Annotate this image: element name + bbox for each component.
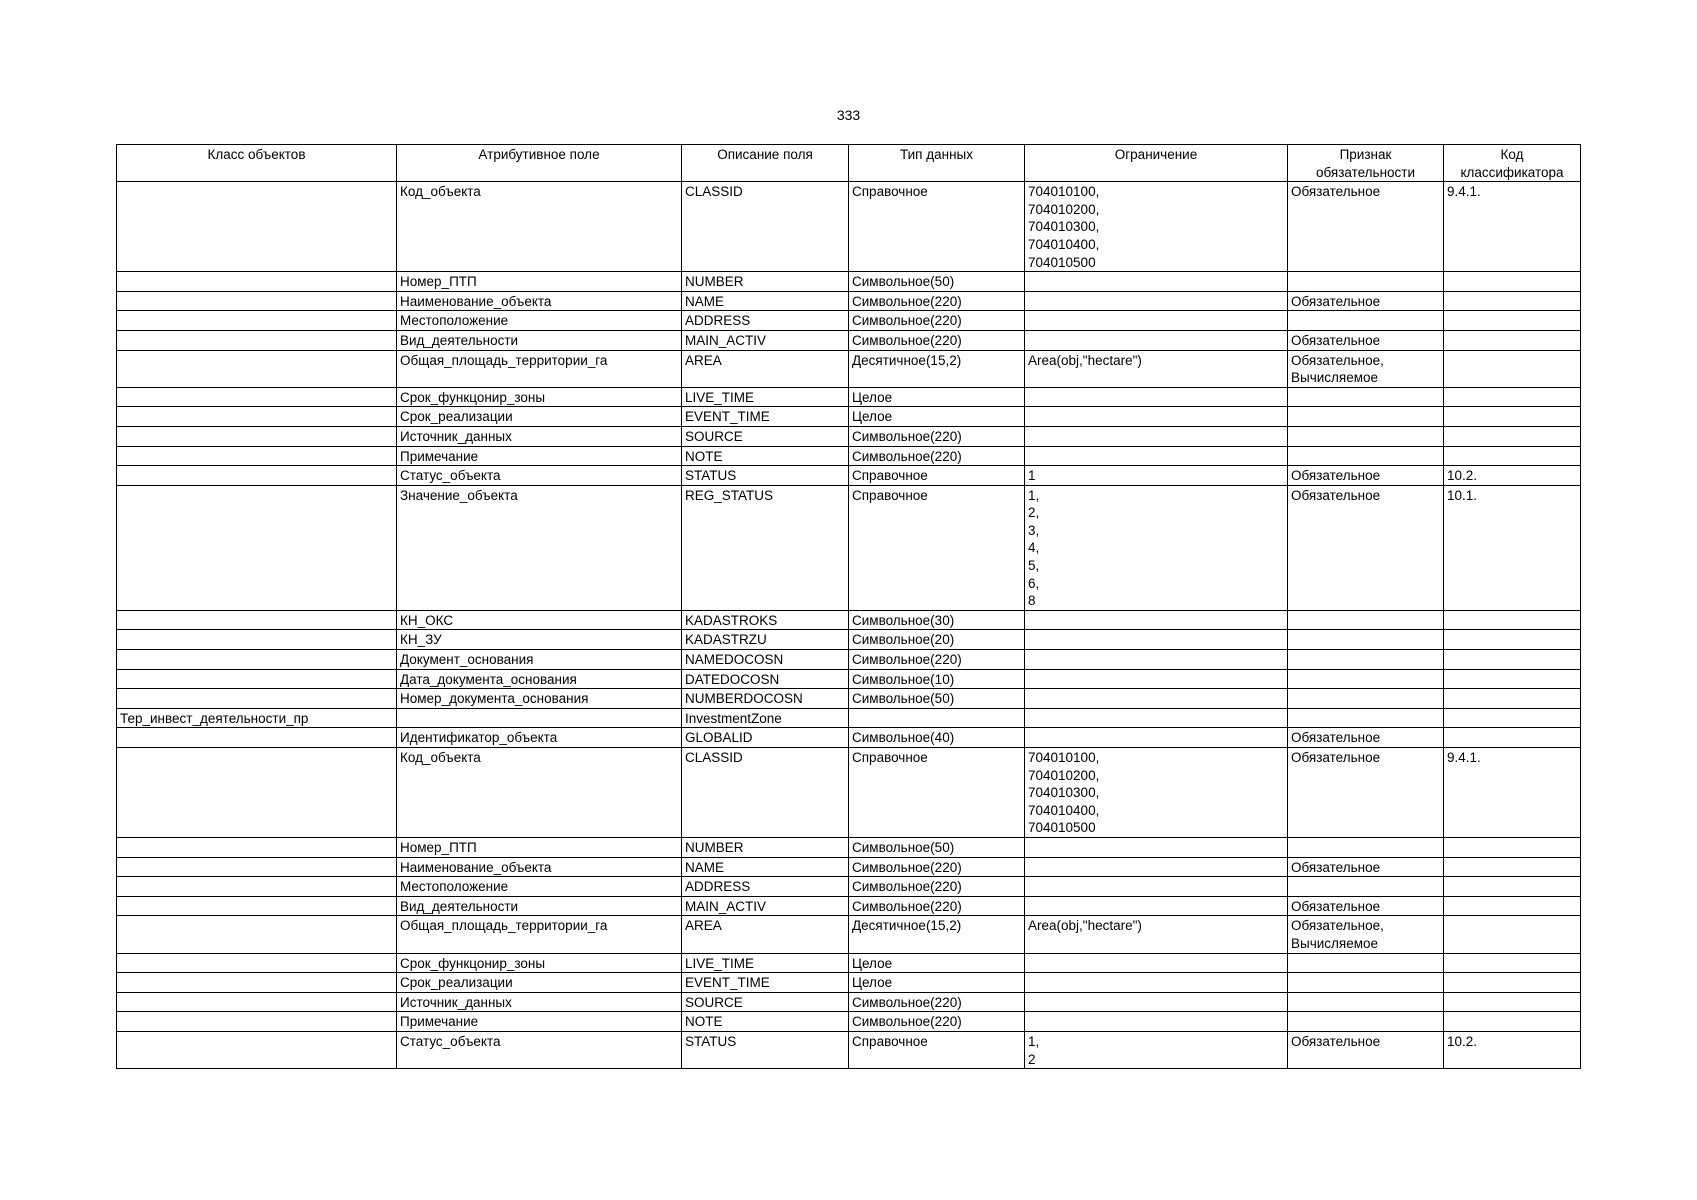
cell-data-type: Символьное(50) [849, 837, 1025, 857]
table-row [117, 1012, 1581, 1032]
cell-classifier-code [1444, 837, 1581, 857]
cell-object-class [117, 1031, 397, 1068]
cell-data-type: Символьное(220) [849, 330, 1025, 350]
cell-attribute-field: Источник_данных [397, 426, 682, 446]
cell-object-class [117, 1012, 397, 1032]
cell-object-class [117, 877, 397, 897]
cell-attribute-field: Номер_ПТП [397, 272, 682, 292]
cell-object-class [117, 426, 397, 446]
cell-constraint [1025, 728, 1288, 748]
cell-classifier-code [1444, 387, 1581, 407]
cell-data-type [849, 708, 1025, 728]
table-row [117, 992, 1581, 1012]
cell-classifier-code [1444, 728, 1581, 748]
cell-object-class [117, 387, 397, 407]
cell-data-type: Символьное(220) [849, 992, 1025, 1012]
cell-attribute-field: Наименование_объекта [397, 291, 682, 311]
cell-required-flag [1288, 708, 1444, 728]
cell-constraint [1025, 857, 1288, 877]
cell-constraint [1025, 330, 1288, 350]
cell-required-flag [1288, 953, 1444, 973]
cell-constraint: 1, 2 [1025, 1031, 1288, 1068]
cell-attribute-field: Идентификатор_объекта [397, 728, 682, 748]
cell-classifier-code [1444, 630, 1581, 650]
cell-data-type: Справочное [849, 182, 1025, 272]
column-header-required-flag: Признак обязательности [1288, 145, 1444, 182]
table-row [117, 973, 1581, 993]
cell-object-class [117, 953, 397, 973]
cell-data-type: Символьное(220) [849, 857, 1025, 877]
cell-attribute-field: Наименование_объекта [397, 857, 682, 877]
cell-attribute-field: Срок_функцонир_зоны [397, 953, 682, 973]
cell-object-class: Тер_инвест_деятельности_пр [117, 708, 397, 728]
cell-object-class [117, 446, 397, 466]
column-header-classifier-code: Код классификатора [1444, 145, 1581, 182]
cell-data-type: Символьное(220) [849, 446, 1025, 466]
cell-field-description: KADASTRZU [682, 630, 849, 650]
cell-field-description: LIVE_TIME [682, 953, 849, 973]
cell-constraint [1025, 407, 1288, 427]
cell-constraint [1025, 708, 1288, 728]
table-row [117, 466, 1581, 486]
cell-classifier-code [1444, 1012, 1581, 1032]
cell-classifier-code [1444, 330, 1581, 350]
cell-field-description: KADASTROKS [682, 610, 849, 630]
table-row [117, 953, 1581, 973]
cell-data-type: Символьное(50) [849, 689, 1025, 709]
cell-attribute-field: Примечание [397, 1012, 682, 1032]
table-row [117, 916, 1581, 953]
cell-field-description: NUMBER [682, 837, 849, 857]
column-header-field-description: Описание поля [682, 145, 849, 182]
cell-field-description: DATEDOCOSN [682, 669, 849, 689]
cell-required-flag [1288, 630, 1444, 650]
cell-field-description: ADDRESS [682, 311, 849, 331]
cell-object-class [117, 485, 397, 610]
cell-object-class [117, 630, 397, 650]
cell-classifier-code [1444, 916, 1581, 953]
table-row [117, 857, 1581, 877]
cell-object-class [117, 650, 397, 670]
cell-data-type: Целое [849, 387, 1025, 407]
cell-attribute-field: Общая_площадь_территории_га [397, 350, 682, 387]
cell-object-class [117, 182, 397, 272]
cell-field-description: NUMBER [682, 272, 849, 292]
cell-constraint: Area(obj,"hectare") [1025, 916, 1288, 953]
cell-constraint [1025, 992, 1288, 1012]
cell-constraint [1025, 650, 1288, 670]
cell-classifier-code: 10.2. [1444, 1031, 1581, 1068]
cell-object-class [117, 837, 397, 857]
cell-object-class [117, 330, 397, 350]
cell-attribute-field: Общая_площадь_территории_га [397, 916, 682, 953]
cell-attribute-field [397, 708, 682, 728]
cell-required-flag: Обязательное [1288, 485, 1444, 610]
cell-required-flag [1288, 311, 1444, 331]
cell-constraint: 704010100, 704010200, 704010300, 704010400, 704010500 [1025, 182, 1288, 272]
cell-required-flag [1288, 426, 1444, 446]
cell-data-type: Символьное(50) [849, 272, 1025, 292]
table-row [117, 350, 1581, 387]
cell-data-type: Символьное(220) [849, 877, 1025, 897]
cell-constraint [1025, 896, 1288, 916]
cell-constraint [1025, 630, 1288, 650]
cell-required-flag [1288, 407, 1444, 427]
table-header [117, 145, 1581, 182]
cell-classifier-code [1444, 896, 1581, 916]
cell-constraint [1025, 689, 1288, 709]
table-row [117, 446, 1581, 466]
cell-attribute-field: Местоположение [397, 877, 682, 897]
cell-required-flag: Обязательное [1288, 466, 1444, 486]
cell-field-description: STATUS [682, 466, 849, 486]
table-row [117, 708, 1581, 728]
cell-attribute-field: Вид_деятельности [397, 330, 682, 350]
cell-classifier-code: 9.4.1. [1444, 182, 1581, 272]
cell-data-type: Целое [849, 973, 1025, 993]
cell-constraint [1025, 446, 1288, 466]
table-row [117, 182, 1581, 272]
cell-required-flag [1288, 272, 1444, 292]
cell-classifier-code [1444, 689, 1581, 709]
cell-field-description: SOURCE [682, 992, 849, 1012]
cell-required-flag: Обязательное [1288, 182, 1444, 272]
cell-classifier-code [1444, 426, 1581, 446]
cell-classifier-code: 9.4.1. [1444, 748, 1581, 838]
cell-required-flag: Обязательное [1288, 896, 1444, 916]
cell-attribute-field: Вид_деятельности [397, 896, 682, 916]
cell-classifier-code [1444, 350, 1581, 387]
cell-object-class [117, 689, 397, 709]
cell-object-class [117, 466, 397, 486]
cell-classifier-code [1444, 311, 1581, 331]
column-header-data-type: Тип данных [849, 145, 1025, 182]
cell-constraint [1025, 877, 1288, 897]
cell-field-description: AREA [682, 350, 849, 387]
cell-required-flag: Обязательное, Вычисляемое [1288, 350, 1444, 387]
cell-constraint [1025, 669, 1288, 689]
cell-attribute-field: Документ_основания [397, 650, 682, 670]
cell-field-description: LIVE_TIME [682, 387, 849, 407]
cell-field-description: NAMEDOCOSN [682, 650, 849, 670]
cell-data-type: Целое [849, 953, 1025, 973]
cell-field-description: MAIN_ACTIV [682, 896, 849, 916]
table-row [117, 689, 1581, 709]
cell-required-flag: Обязательное [1288, 857, 1444, 877]
cell-data-type: Десятичное(15,2) [849, 916, 1025, 953]
cell-field-description: NAME [682, 291, 849, 311]
cell-constraint: 704010100, 704010200, 704010300, 704010400, 704010500 [1025, 748, 1288, 838]
cell-constraint [1025, 311, 1288, 331]
cell-data-type: Символьное(220) [849, 426, 1025, 446]
cell-required-flag [1288, 689, 1444, 709]
cell-attribute-field: КН_ОКС [397, 610, 682, 630]
cell-required-flag [1288, 973, 1444, 993]
table-row [117, 669, 1581, 689]
page-number: 333 [836, 107, 861, 123]
cell-classifier-code: 10.2. [1444, 466, 1581, 486]
cell-field-description: CLASSID [682, 182, 849, 272]
cell-constraint [1025, 387, 1288, 407]
table-row [117, 837, 1581, 857]
cell-constraint: 1 [1025, 466, 1288, 486]
cell-constraint: Area(obj,"hectare") [1025, 350, 1288, 387]
cell-field-description: NOTE [682, 446, 849, 466]
table-body [117, 182, 1581, 1069]
column-header-constraint: Ограничение [1025, 145, 1288, 182]
column-header-attribute-field: Атрибутивное поле [397, 145, 682, 182]
cell-attribute-field: Дата_документа_основания [397, 669, 682, 689]
table-row [117, 610, 1581, 630]
cell-data-type: Символьное(220) [849, 650, 1025, 670]
cell-required-flag [1288, 650, 1444, 670]
cell-attribute-field: Статус_объекта [397, 466, 682, 486]
cell-attribute-field: Номер_документа_основания [397, 689, 682, 709]
cell-object-class [117, 992, 397, 1012]
cell-field-description: CLASSID [682, 748, 849, 838]
cell-required-flag [1288, 446, 1444, 466]
cell-field-description: EVENT_TIME [682, 407, 849, 427]
cell-classifier-code [1444, 446, 1581, 466]
cell-classifier-code [1444, 669, 1581, 689]
cell-data-type: Символьное(10) [849, 669, 1025, 689]
header-row [117, 145, 1581, 182]
cell-object-class [117, 896, 397, 916]
cell-field-description: InvestmentZone [682, 708, 849, 728]
table-row [117, 387, 1581, 407]
cell-required-flag [1288, 992, 1444, 1012]
cell-field-description: NUMBERDOCOSN [682, 689, 849, 709]
cell-object-class [117, 311, 397, 331]
cell-attribute-field: Срок_функцонир_зоны [397, 387, 682, 407]
cell-classifier-code [1444, 650, 1581, 670]
cell-object-class [117, 728, 397, 748]
table-row [117, 426, 1581, 446]
cell-attribute-field: Срок_реализации [397, 407, 682, 427]
cell-attribute-field: Статус_объекта [397, 1031, 682, 1068]
cell-data-type: Символьное(220) [849, 311, 1025, 331]
cell-required-flag [1288, 669, 1444, 689]
cell-attribute-field: Значение_объекта [397, 485, 682, 610]
cell-classifier-code [1444, 291, 1581, 311]
cell-classifier-code [1444, 857, 1581, 877]
table-row [117, 728, 1581, 748]
column-header-object-class: Класс объектов [117, 145, 397, 182]
cell-object-class [117, 291, 397, 311]
cell-object-class [117, 350, 397, 387]
cell-classifier-code [1444, 992, 1581, 1012]
cell-constraint [1025, 953, 1288, 973]
cell-data-type: Символьное(30) [849, 610, 1025, 630]
cell-classifier-code [1444, 272, 1581, 292]
cell-object-class [117, 669, 397, 689]
table-row [117, 330, 1581, 350]
cell-field-description: NOTE [682, 1012, 849, 1032]
cell-object-class [117, 916, 397, 953]
cell-object-class [117, 857, 397, 877]
cell-attribute-field: Срок_реализации [397, 973, 682, 993]
cell-field-description: EVENT_TIME [682, 973, 849, 993]
cell-attribute-field: Код_объекта [397, 748, 682, 838]
cell-required-flag [1288, 387, 1444, 407]
attribute-table [116, 144, 1581, 1069]
table-row [117, 407, 1581, 427]
cell-constraint [1025, 272, 1288, 292]
cell-required-flag: Обязательное [1288, 748, 1444, 838]
cell-data-type: Десятичное(15,2) [849, 350, 1025, 387]
cell-attribute-field: Номер_ПТП [397, 837, 682, 857]
cell-classifier-code [1444, 973, 1581, 993]
cell-field-description: MAIN_ACTIV [682, 330, 849, 350]
cell-classifier-code [1444, 407, 1581, 427]
cell-classifier-code [1444, 953, 1581, 973]
cell-constraint [1025, 291, 1288, 311]
cell-constraint [1025, 426, 1288, 446]
cell-data-type: Символьное(20) [849, 630, 1025, 650]
table-row [117, 272, 1581, 292]
cell-field-description: NAME [682, 857, 849, 877]
cell-attribute-field: Источник_данных [397, 992, 682, 1012]
cell-required-flag [1288, 1012, 1444, 1032]
table-row [117, 291, 1581, 311]
cell-data-type: Целое [849, 407, 1025, 427]
cell-field-description: REG_STATUS [682, 485, 849, 610]
cell-field-description: SOURCE [682, 426, 849, 446]
cell-classifier-code [1444, 708, 1581, 728]
table-row [117, 650, 1581, 670]
cell-object-class [117, 610, 397, 630]
cell-classifier-code [1444, 610, 1581, 630]
cell-constraint [1025, 973, 1288, 993]
cell-attribute-field: Примечание [397, 446, 682, 466]
cell-classifier-code [1444, 877, 1581, 897]
cell-object-class [117, 272, 397, 292]
cell-required-flag: Обязательное [1288, 728, 1444, 748]
cell-constraint: 1, 2, 3, 4, 5, 6, 8 [1025, 485, 1288, 610]
cell-data-type: Справочное [849, 485, 1025, 610]
cell-data-type: Символьное(220) [849, 291, 1025, 311]
cell-required-flag: Обязательное [1288, 330, 1444, 350]
cell-field-description: STATUS [682, 1031, 849, 1068]
table-row [117, 748, 1581, 838]
cell-attribute-field: Местоположение [397, 311, 682, 331]
cell-field-description: AREA [682, 916, 849, 953]
table-row [117, 485, 1581, 610]
cell-data-type: Символьное(220) [849, 1012, 1025, 1032]
cell-data-type: Символьное(40) [849, 728, 1025, 748]
cell-constraint [1025, 610, 1288, 630]
table-row [117, 1031, 1581, 1068]
cell-required-flag [1288, 610, 1444, 630]
cell-object-class [117, 973, 397, 993]
cell-attribute-field: КН_ЗУ [397, 630, 682, 650]
table-row [117, 896, 1581, 916]
cell-field-description: ADDRESS [682, 877, 849, 897]
cell-required-flag: Обязательное [1288, 291, 1444, 311]
cell-data-type: Символьное(220) [849, 896, 1025, 916]
cell-required-flag [1288, 877, 1444, 897]
cell-constraint [1025, 837, 1288, 857]
table-row [117, 630, 1581, 650]
cell-classifier-code: 10.1. [1444, 485, 1581, 610]
cell-data-type: Справочное [849, 466, 1025, 486]
cell-field-description: GLOBALID [682, 728, 849, 748]
cell-object-class [117, 748, 397, 838]
table-row [117, 311, 1581, 331]
cell-object-class [117, 407, 397, 427]
cell-constraint [1025, 1012, 1288, 1032]
cell-required-flag: Обязательное, Вычисляемое [1288, 916, 1444, 953]
cell-data-type: Справочное [849, 748, 1025, 838]
cell-required-flag: Обязательное [1288, 1031, 1444, 1068]
cell-attribute-field: Код_объекта [397, 182, 682, 272]
table-row [117, 877, 1581, 897]
cell-required-flag [1288, 837, 1444, 857]
cell-data-type: Справочное [849, 1031, 1025, 1068]
